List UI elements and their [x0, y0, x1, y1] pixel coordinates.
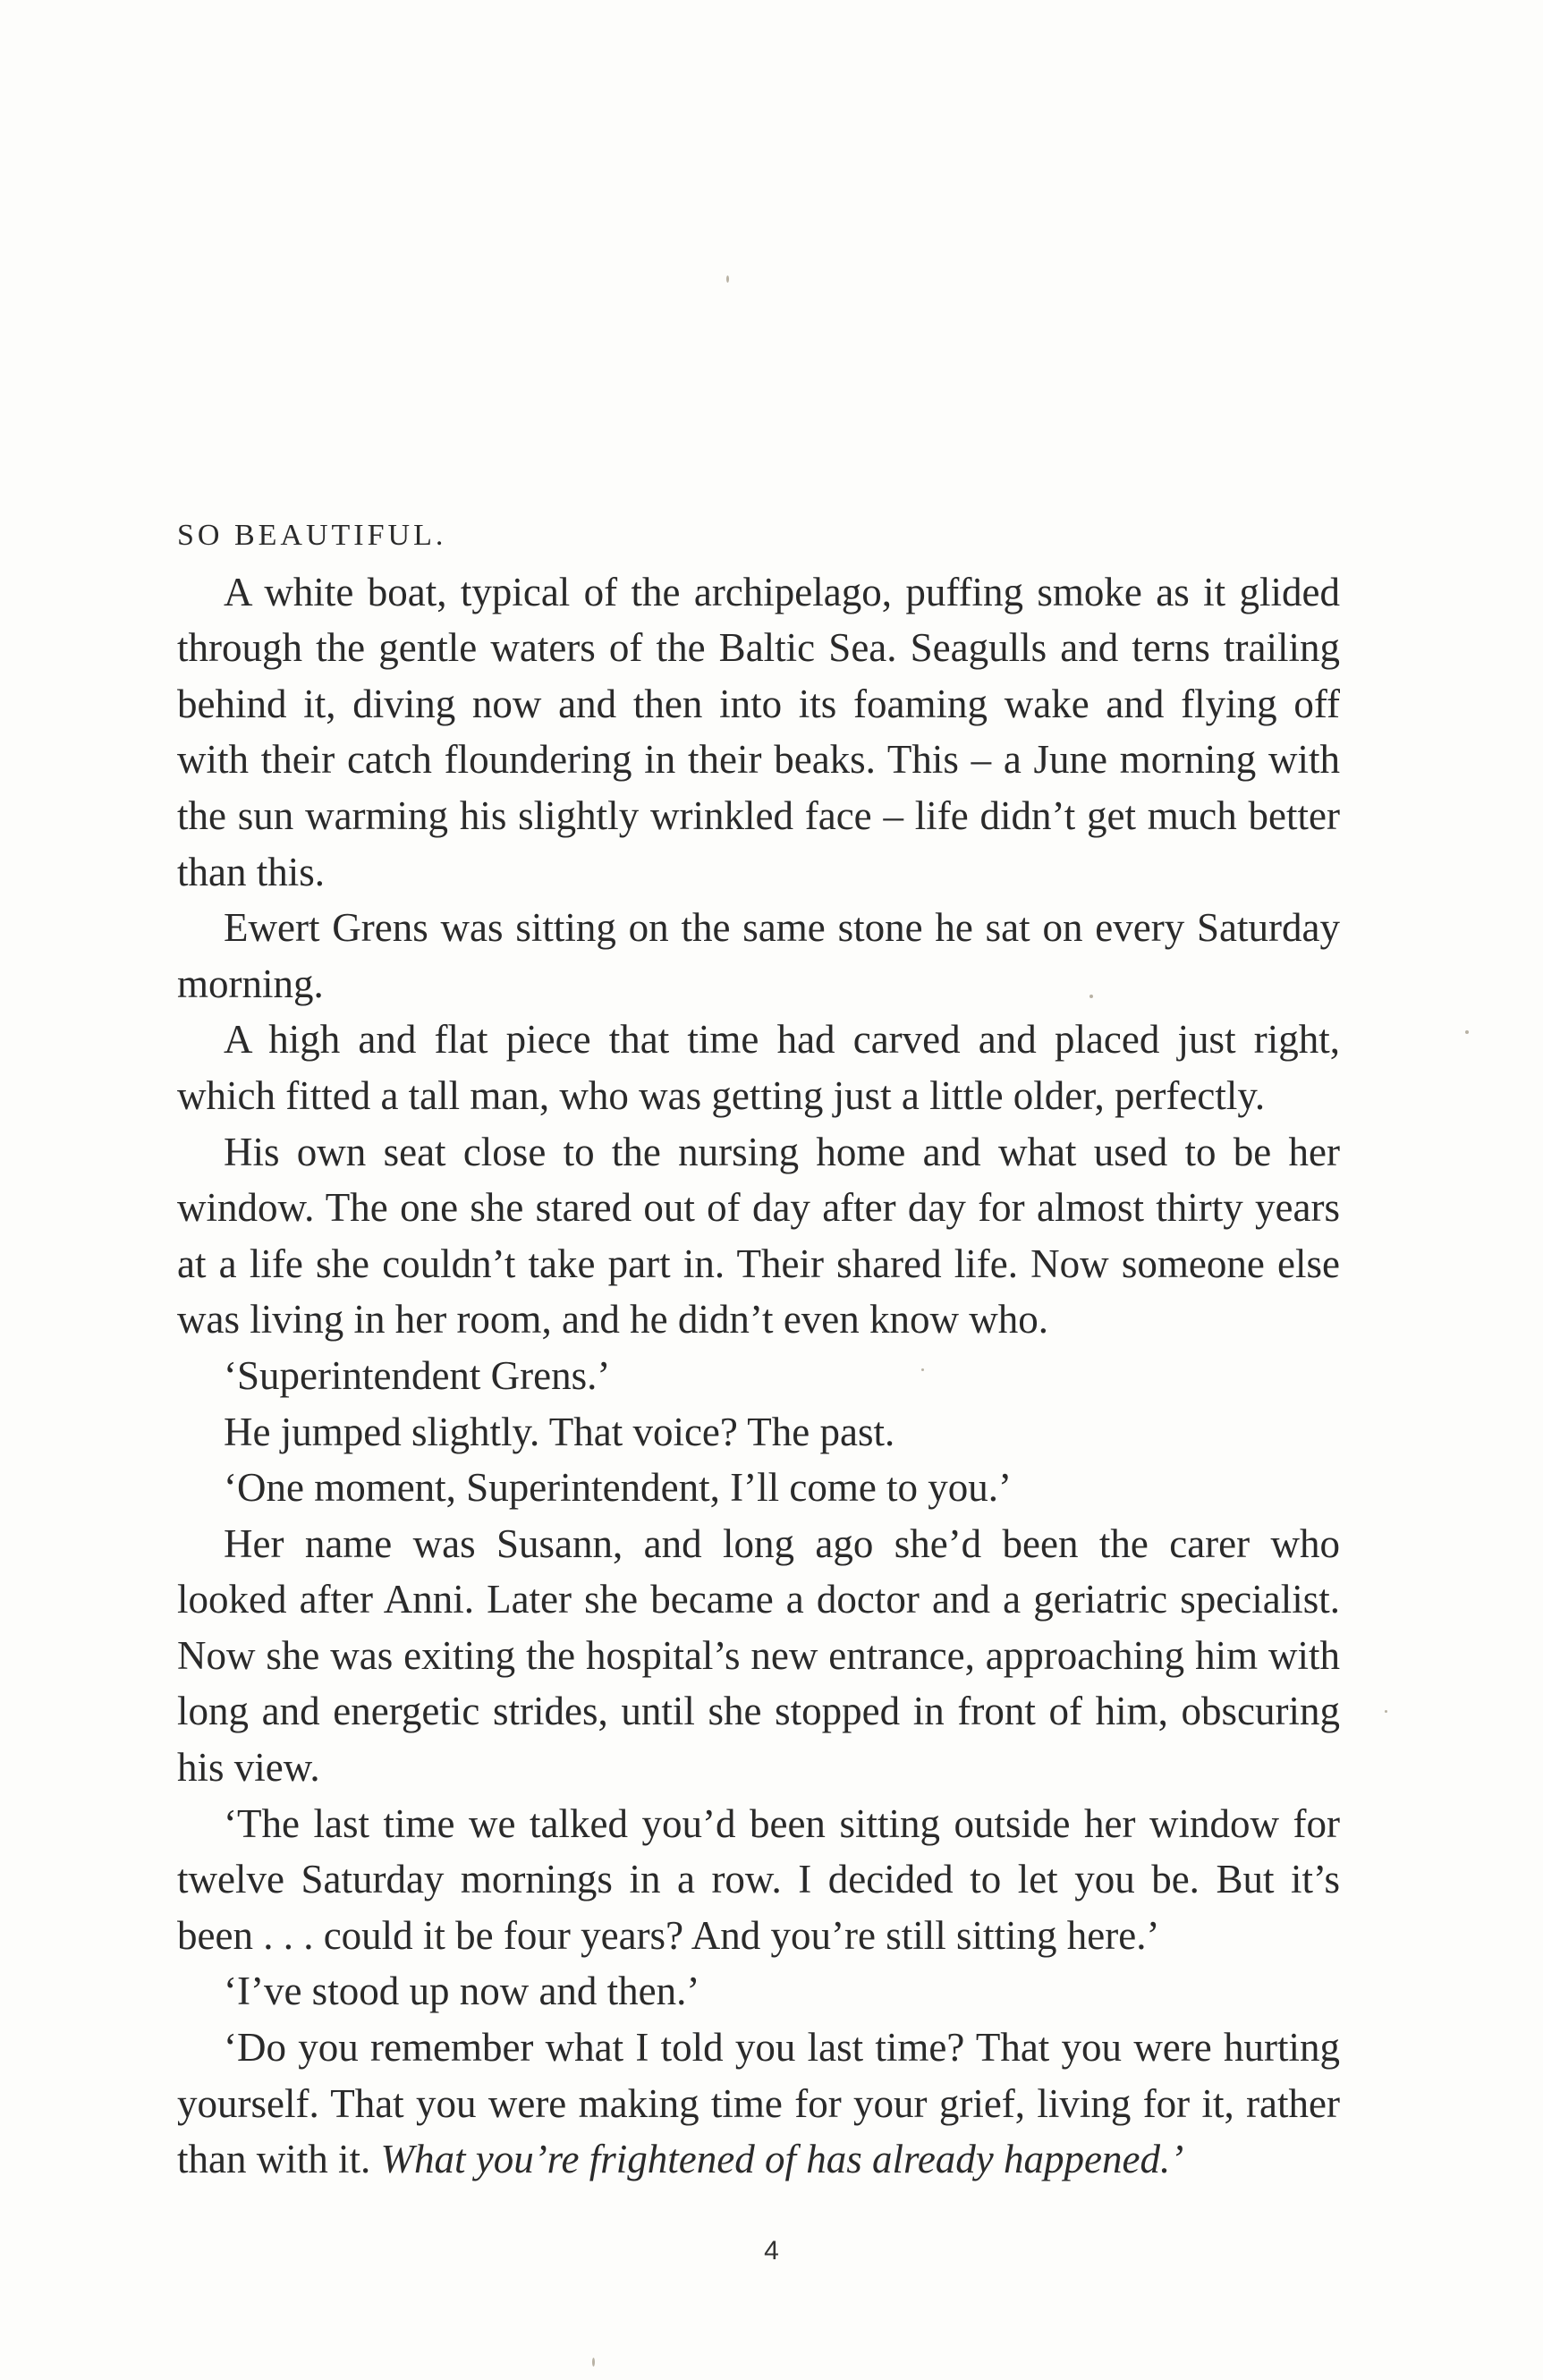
paragraph: Ewert Grens was sitting on the same stone he sat on every Saturday morning.	[177, 905, 1340, 1006]
paragraph: ‘One moment, Superintendent, I’ll come to you.’	[224, 1465, 1013, 1511]
paragraph: A white boat, typical of the archipelago, puffing smoke as it glided through the gentle waters of the Baltic Sea. Seagulls and terns trailing behind it, diving now and then into its foaming wake and flying off with their catch floundering in their beaks. This – a June morning with the sun warming his slightly wrinkled face – life didn’t get much better than this.	[177, 569, 1340, 894]
page-number: 4	[764, 2236, 779, 2266]
paper-speck	[1385, 1710, 1387, 1713]
body-text	[177, 508, 1340, 2188]
paragraph: ‘Superintendent Grens.’	[224, 1352, 611, 1398]
paragraph-final-text: ‘Do you remember what I told you last time? That you were hurting yourself. That you were making time for your grief, living for it, rather than with it.	[177, 2025, 1340, 2182]
chapter-opening-caps: SO BEAUTIFUL.	[177, 519, 447, 552]
paper-speck	[1465, 1030, 1469, 1034]
paragraph: Her name was Susann, and long ago she’d been the carer who looked after Anni. Later she became a doctor and a geriatric specialist. Now she was exiting the hospital’s new entrance, approaching him with long and energetic strides, until she stopped in front of him, obscuring his view.	[177, 1520, 1340, 1791]
paragraph-final	[177, 2020, 1340, 2188]
paper-speck	[726, 275, 729, 283]
paragraph: A high and flat piece that time had carved and placed just right, which fitted a tall man, who was getting just a little older, perfectly.	[177, 1017, 1340, 1118]
paragraph: ‘I’ve stood up now and then.’	[224, 1969, 700, 2014]
paragraph: His own seat close to the nursing home and what used to be her window. The one she stared out of day after day for almost thirty years at a life she couldn’t take part in. Their shared life. Now someone else was living in her room, and he didn’t even know who.	[177, 1129, 1340, 1342]
italic-quote: What you’re frightened of has already happened.’	[380, 2137, 1184, 2182]
paper-speck	[592, 2358, 595, 2367]
paragraph: ‘The last time we talked you’d been sitting outside her window for twelve Saturday mornings in a row. I decided to let you be. But it’s been . . . could it be four years? And you’re still sitting here.’	[177, 1800, 1340, 1958]
paragraph: He jumped slightly. That voice? The past.	[224, 1409, 895, 1454]
